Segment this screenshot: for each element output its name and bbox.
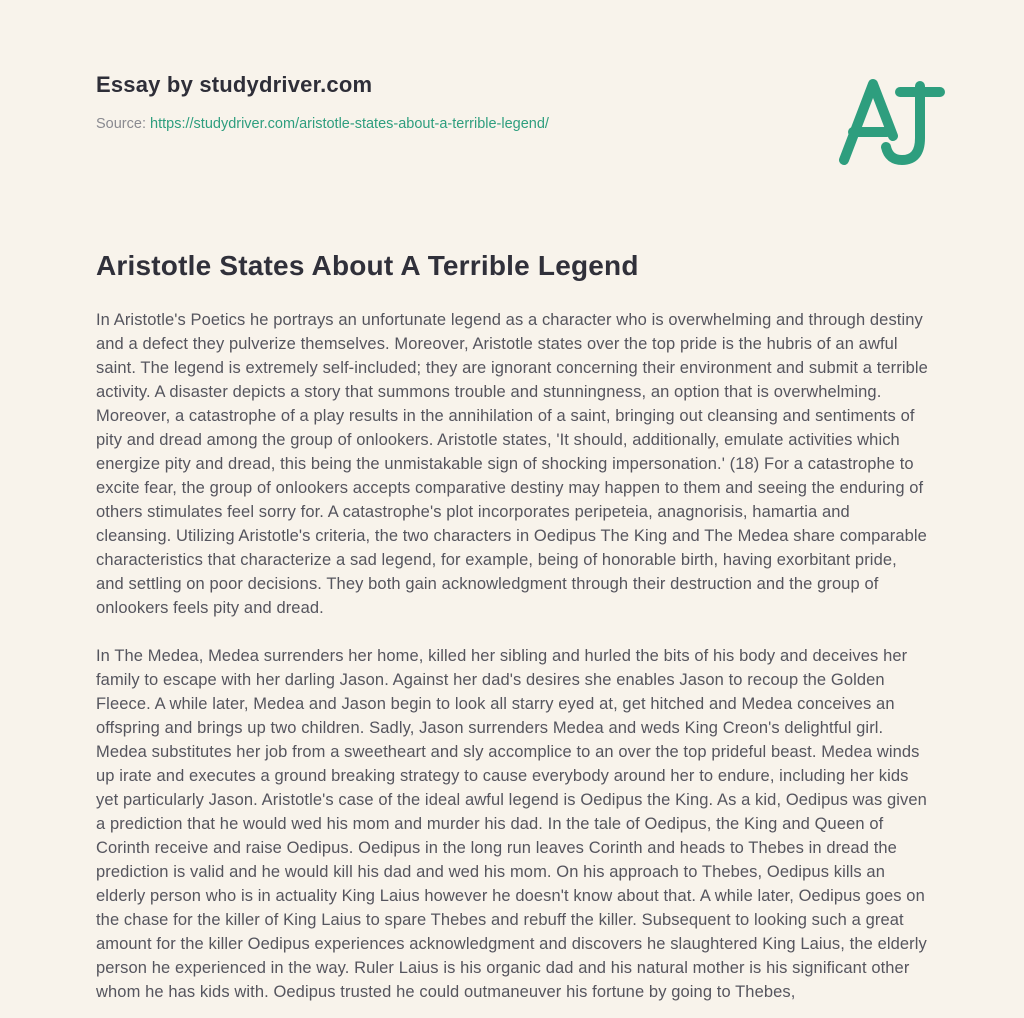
article-paragraph: In Aristotle's Poetics he portrays an unfortunate legend as a character who is overwhelming and through destiny and a defect they pulverize themselves. Moreover, Aristotle states over the top pride is the hubris of an awful saint. The legend is extremely self-included; they are ignorant concerning their environment and submit a terrible activity. A disaster depicts a story that summons trouble and stunningness, an option that is overwhelming. Moreover, a catastrophe of a play results in the annihilation of a saint, bringing out cleansing and sentiments of pity and dread among the group of onlookers. Aristotle states, 'It should, additionally, emulate activities which energize pity and dread, this being the unmistakable sign of shocking impersonation.' (18) For a catastrophe to excite fear, the group of onlookers accepts comparative destiny may happen to them and seeing the enduring of others stimulates feel sorry for. A catastrophe's plot incorporates peripeteia, anagnorisis, hamartia and cleansing. Utilizing Aristotle's criteria, the two characters in Oedipus The King and The Medea share comparable characteristics that characterize a sad legend, for example, being of honorable birth, having exorbitant pride, and settling on poor decisions. They both gain acknowledgment through their destruction and the group of onlookers feels pity and dread. [96, 311, 928, 617]
article-body [96, 308, 928, 1004]
source-line [96, 116, 928, 132]
essay-article [96, 250, 928, 1004]
source-url-link[interactable]: https://studydriver.com/aristotle-states-about-a-terrible-legend/ [150, 116, 549, 132]
essay-byline: Essay by studydriver.com [96, 72, 373, 97]
source-label: Source: [96, 116, 146, 132]
article-title: Aristotle States About A Terrible Legend [96, 250, 639, 281]
article-paragraph: In The Medea, Medea surrenders her home, killed her sibling and hurled the bits of his body and deceives her family to escape with her darling Jason. Against her dad's desires she enables Jason to recoup the Golden Fleece. A while later, Medea and Jason begin to look all starry eyed at, get hitched and Medea conceives an offspring and brings up two children. Sadly, Jason surrenders Medea and weds King Creon's delightful girl. Medea substitutes her job from a sweetheart and sly accomplice to an over the top prideful beast. Medea winds up irate and executes a ground breaking strategy to cause everybody around her to endure, including her kids yet particularly Jason. Aristotle's case of the ideal awful legend is Oedipus the King. As a kid, Oedipus was given a prediction that he would wed his mom and murder his dad. In the tale of Oedipus, the King and Queen of Corinth receive and raise Oedipus. Oedipus in the long run leaves Corinth and heads to Thebes in dread the prediction is valid and he would kill his dad and wed his mom. On his approach to Thebes, Oedipus kills an elderly person who is in actuality King Laius however he doesn't know about that. A while later, Oedipus goes on the chase for the killer of King Laius to spare Thebes and rebuff the killer. Subsequent to looking such a great amount for the killer Oedipus experiences acknowledgment and discovers he slaughtered King Laius, the elderly person he experienced in the way. Ruler Laius is his organic dad and his natural mother is his significant other whom he has kids with. Oedipus trusted he could outmaneuver his fortune by going to Thebes, [96, 647, 927, 1001]
studydriver-logo-icon [836, 72, 946, 167]
page-header [96, 72, 928, 132]
